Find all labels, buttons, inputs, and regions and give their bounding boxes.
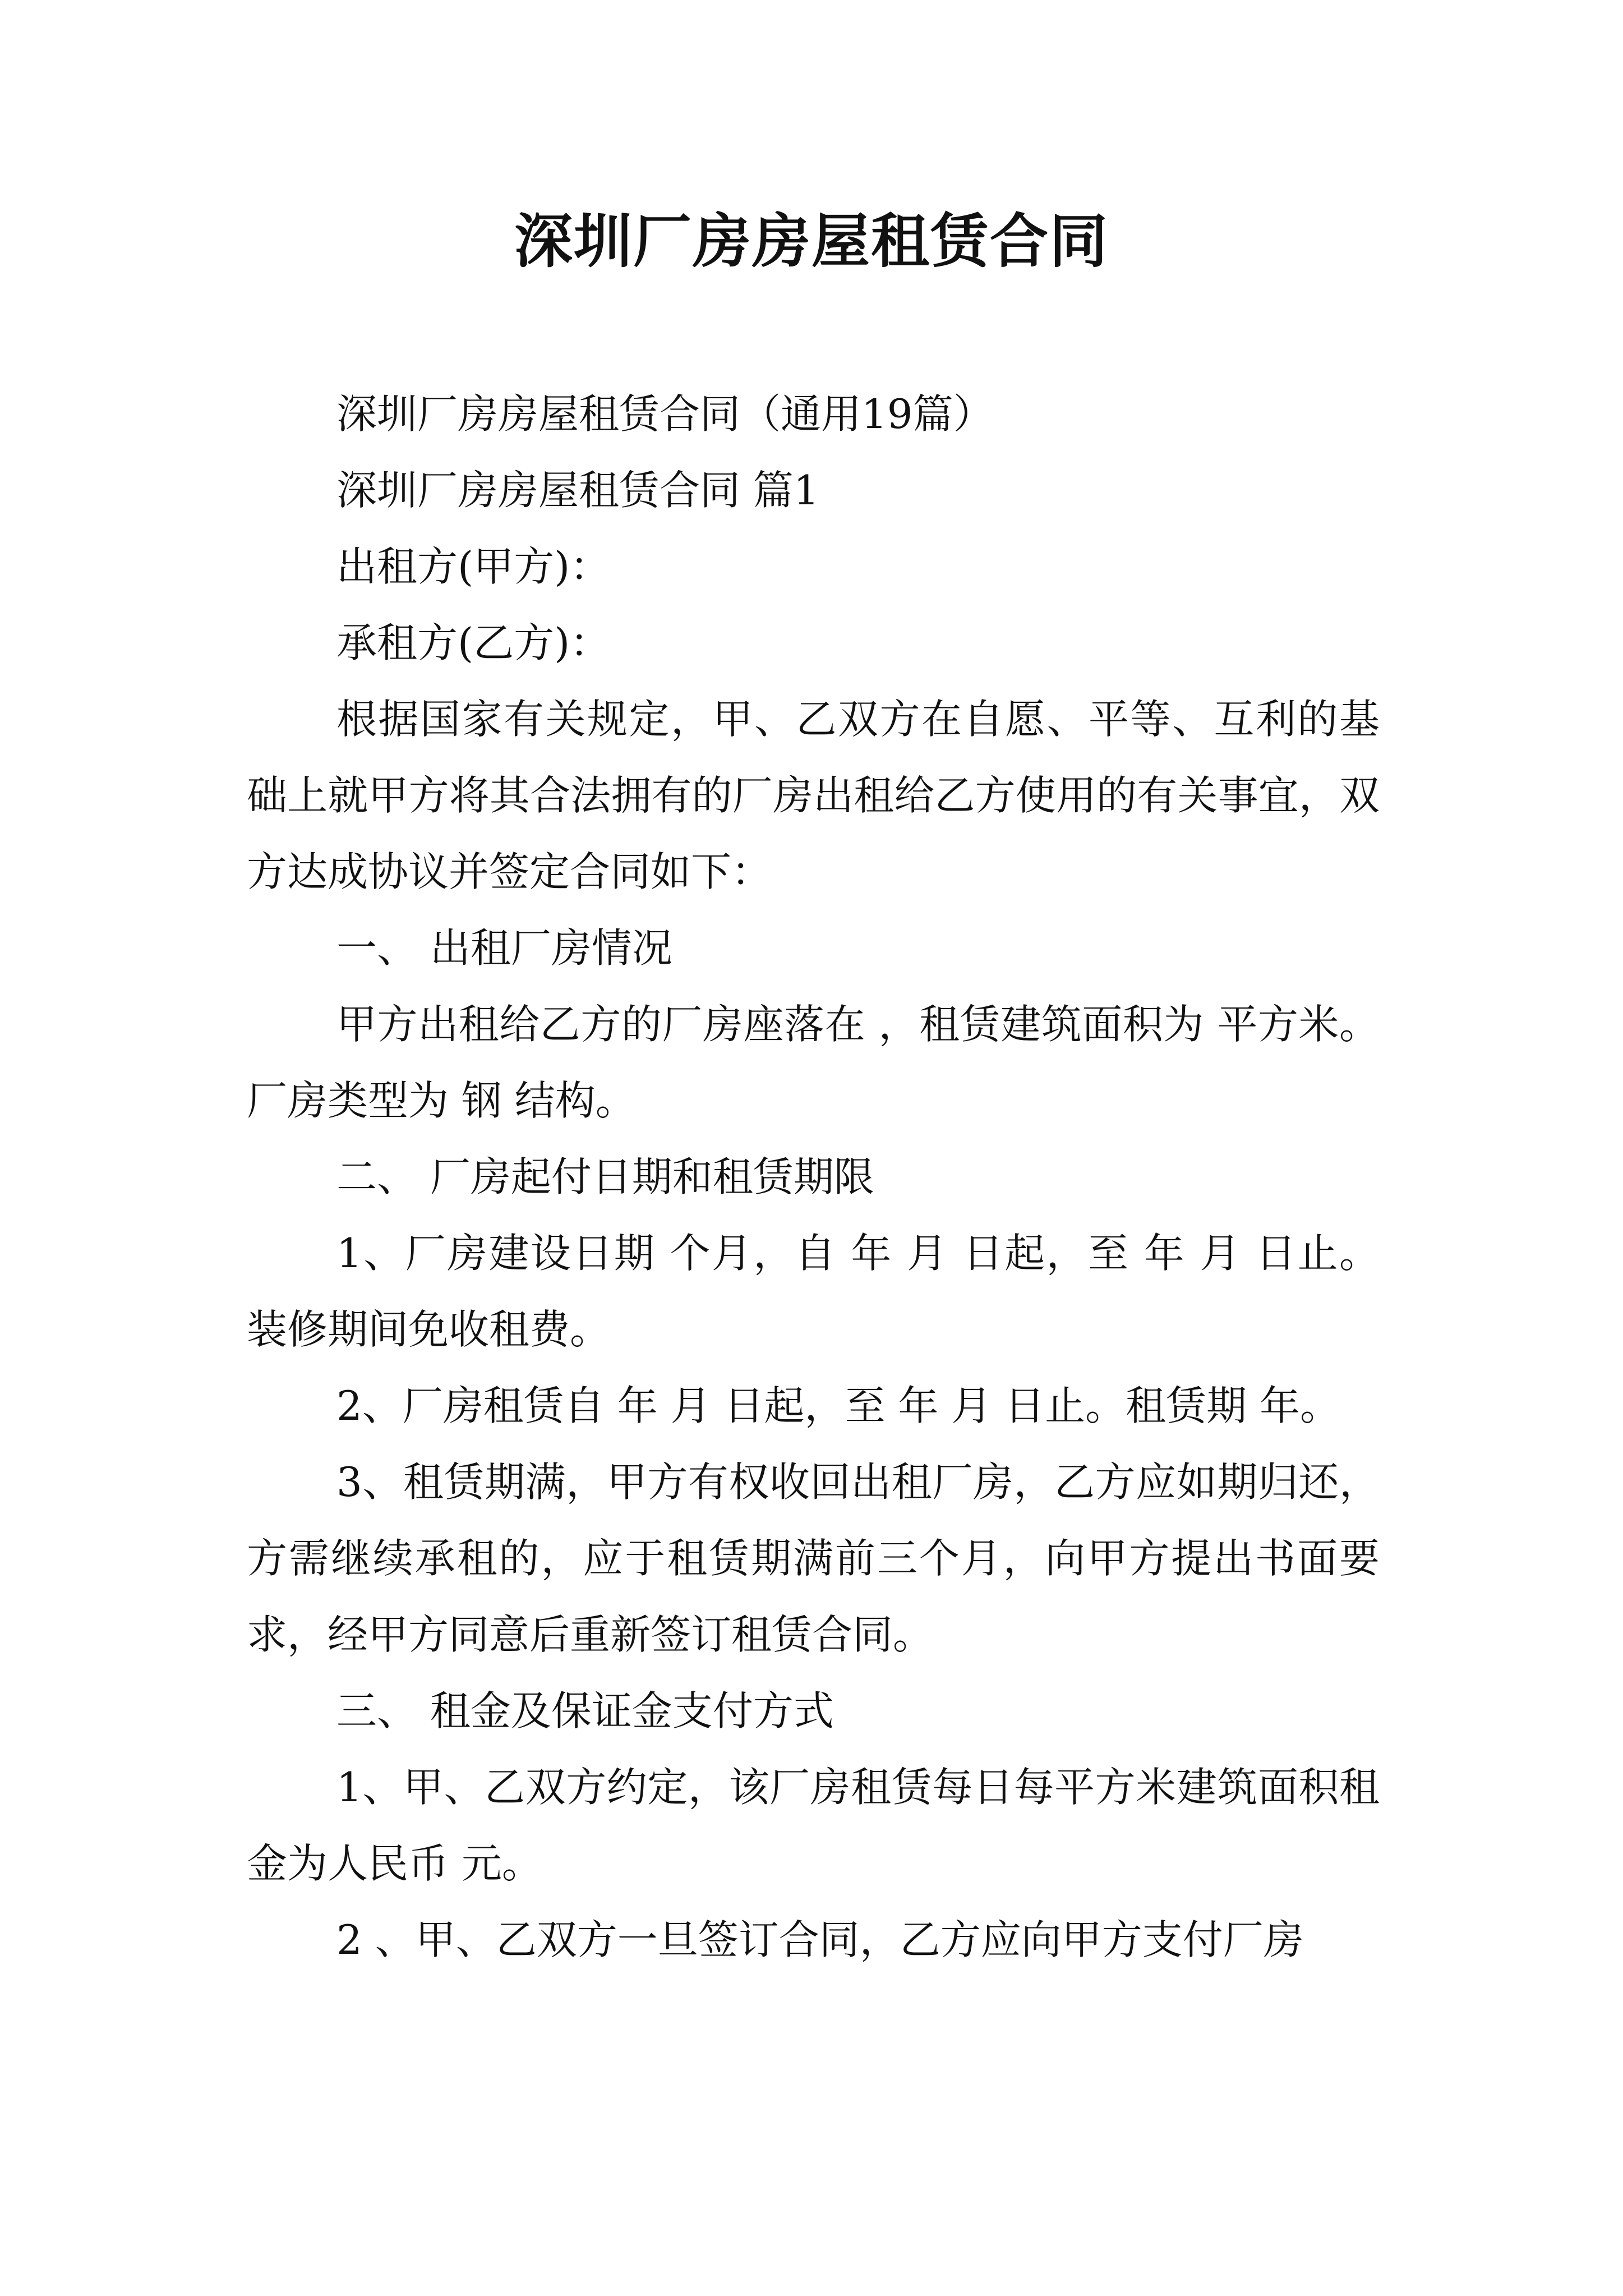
paragraph-clause-text: 2 、甲、乙双方一旦签订合同，乙方应向甲方支付厂房 [336,1916,1304,1963]
paragraph-preamble: 根据国家有关规定，甲、乙双方在自愿、平等、互利的基础上就甲方将其合法拥有的厂房出租给乙方使用的有关事宜，双方达成协议并签定合同如下： [247,696,1380,895]
paragraph-lessor: 出租方(甲方)： [336,543,611,590]
paragraph-clause-heading-1: 一、 出租厂房情况 [336,924,672,972]
paragraph-clause-heading-3: 三、 租金及保证金支付方式 [336,1687,834,1734]
document-title: 深圳厂房房屋租赁合同 [514,206,1109,275]
paragraph-lessee: 承租方(乙方)： [336,619,611,666]
paragraph-clause-text: 1、厂房建设日期 个月，自 年 月 日起，至 年 月 日止。装修期间免收租费。 [247,1230,1380,1353]
paragraph-section-heading: 深圳厂房房屋租赁合同 篇1 [336,467,819,514]
document-body [247,376,1380,1978]
paragraph-clause-text: 2、厂房租赁自 年 月 日起，至 年 月 日止。租赁期 年。 [336,1382,1341,1429]
paragraph-clause-heading-2: 二、 厂房起付日期和租赁期限 [336,1153,874,1200]
paragraph-clause-text: 1、甲、乙双方约定，该厂房租赁每日每平方米建筑面积租金为人民币 元。 [247,1764,1380,1887]
paragraph-clause-text: 甲方出租给乙方的厂房座落在 ，租赁建筑面积为 平方米。厂房类型为 钢 结构。 [247,1001,1380,1124]
paragraph-subtitle: 深圳厂房房屋租赁合同（通用19篇） [336,390,994,438]
paragraph-clause-text: 3、租赁期满，甲方有权收回出租厂房，乙方应如期归还， 方需继续承租的，应于租赁期满前三个月，向甲方提出书面要求，经甲方同意后重新签订租赁合同。 [247,1458,1380,1658]
